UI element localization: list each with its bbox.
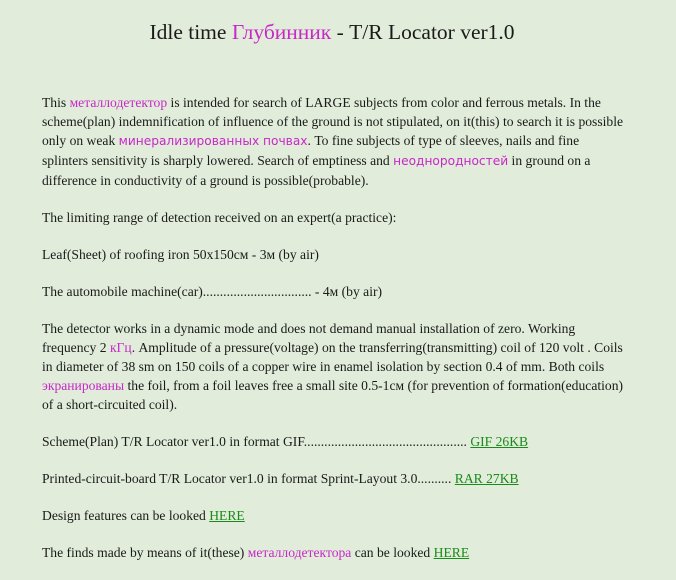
intro-russian-term-2: минерализированных почвах — [118, 134, 308, 148]
intro-text-1: This — [42, 95, 70, 110]
detector-text-2: . Amplitude of a pressure(voltage) on the transferring(transmitting) coil of 120 volt . Coils in diameter of 38 sm on 150 coils of a copper wire in enamel isolation by section 0.4 of mm. Both coils — [42, 340, 623, 374]
intro-text-3: . To fine subjects of type of sleeves, nails and fine splinters sensitivity is sharply lowered. Search of emptiness and — [42, 133, 580, 168]
pcb-rar-link[interactable]: RAR 27KB — [454, 471, 519, 486]
range-item-roofing-iron: Leaf(Sheet) of roofing iron 50x150см - 3м (by air) — [42, 247, 319, 262]
intro-text-4: in ground on a difference in conductivity of a ground is possible(probable). — [42, 153, 591, 188]
intro-russian-term-1: металлодетектор — [69, 95, 168, 110]
design-features-link[interactable]: HERE — [209, 508, 245, 523]
detector-text-1: The detector works in a dynamic mode and does not demand manual installation of zero. Working frequency 2 — [42, 321, 576, 355]
title-suffix: - T/R Locator ver1.0 — [331, 20, 515, 44]
intro-paragraph — [42, 93, 626, 190]
finds-text-1: The finds made by means of it(these) — [42, 545, 248, 560]
detector-paragraph — [42, 319, 626, 414]
scheme-gif-link[interactable]: GIF 26KB — [470, 434, 529, 449]
range-item-car: The automobile machine(car)................................ - 4м (by air) — [42, 284, 383, 299]
range-heading: The limiting range of detection received on an expert(a practice): — [42, 210, 397, 225]
title-prefix: Idle time — [149, 20, 232, 44]
intro-text-2: is intended for search of LARGE subjects from color and ferrous metals. In the scheme(plan) indemnification of influence of the ground is not stipulated, on it(this) to search it is possible only on weak — [42, 95, 624, 148]
detector-russian-term-1: кГц — [109, 340, 132, 355]
detector-russian-term-2: экранированы — [42, 378, 125, 393]
scheme-download-line — [42, 432, 626, 451]
design-features-text: Design features can be looked — [42, 508, 210, 523]
finds-text-2: can be looked — [351, 545, 434, 560]
pcb-download-line — [42, 469, 626, 488]
title-russian-word: Глубинник — [231, 20, 332, 44]
intro-russian-term-3: неоднородностей — [393, 154, 509, 168]
finds-line — [42, 543, 626, 562]
page-title — [0, 18, 664, 46]
scheme-download-text: Scheme(Plan) T/R Locator ver1.0 in format GIF................................................ — [42, 434, 471, 449]
article-body — [42, 93, 626, 580]
detector-text-3: the foil, from a foil leaves free a small site 0.5-1см (for prevention of formation(education) of a short-circuited coil). — [42, 378, 624, 412]
finds-russian-term: металлодетектора — [247, 545, 352, 560]
design-features-line — [42, 506, 626, 525]
pcb-download-text: Printed-circuit-board T/R Locator ver1.0 in format Sprint-Layout 3.0.......... — [42, 471, 455, 486]
finds-link[interactable]: HERE — [433, 545, 470, 560]
